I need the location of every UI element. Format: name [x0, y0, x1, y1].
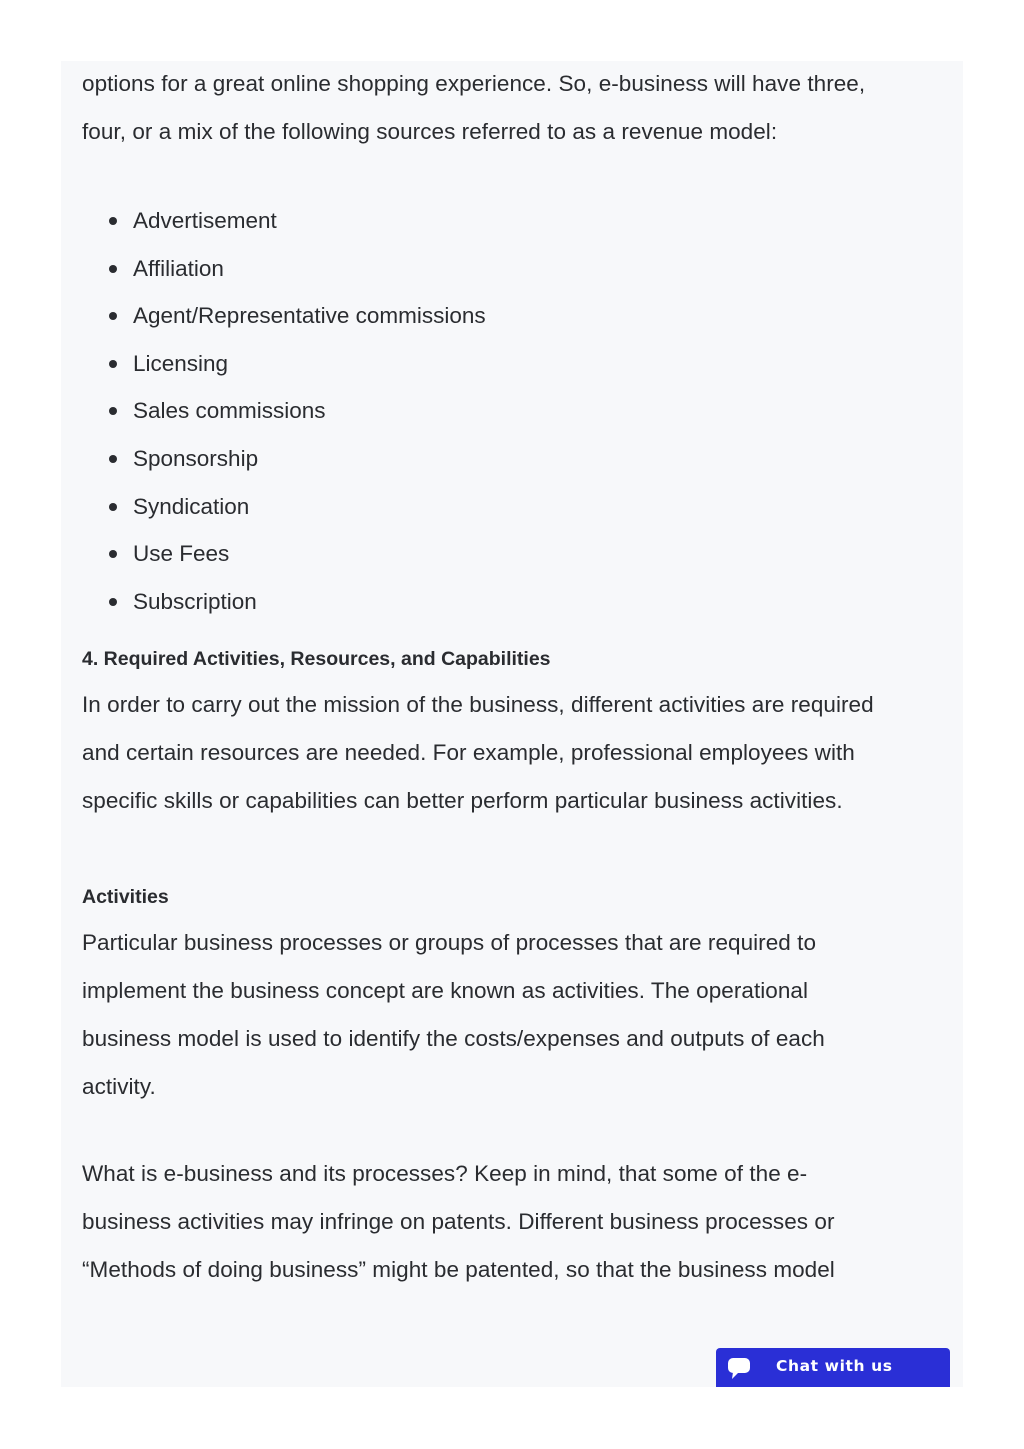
list-item: Sponsorship: [82, 435, 952, 483]
activities-line-1: Particular business processes or groups of processes that are required to: [82, 930, 817, 956]
bullet-icon: [109, 503, 117, 511]
activities-paragraph: [82, 919, 952, 1111]
bullet-icon: [109, 360, 117, 368]
article-content: [82, 60, 952, 1294]
list-item: Licensing: [82, 340, 952, 388]
section-4-line-3: specific skills or capabilities can better perform particular business activities.: [82, 788, 843, 814]
activities-line-4: activity.: [82, 1074, 156, 1100]
intro-line-1: options for a great online shopping experience. So, e-business will have three,: [82, 71, 866, 96]
intro-line-2: four, or a mix of the following sources referred to as a revenue model:: [82, 119, 778, 144]
ebusiness-paragraph: [82, 1150, 952, 1294]
bullet-icon: [109, 265, 117, 273]
chat-with-us-button[interactable]: [716, 1348, 950, 1387]
list-item: Affiliation: [82, 245, 952, 293]
activities-heading: Activities: [82, 886, 169, 909]
bullet-icon: [109, 312, 117, 320]
intro-paragraph: [82, 60, 952, 156]
bullet-icon: [109, 407, 117, 415]
list-item: Use Fees: [82, 530, 952, 578]
bullet-icon: [109, 455, 117, 463]
list-item: Subscription: [82, 578, 952, 626]
activities-line-3: business model is used to identify the costs/expenses and outputs of each: [82, 1026, 825, 1052]
list-item: Syndication: [82, 483, 952, 531]
list-item: Agent/Representative commissions: [82, 292, 952, 340]
section-4-line-2: and certain resources are needed. For example, professional employees with: [82, 740, 855, 766]
bullet-icon: [109, 550, 117, 558]
chat-bubble-icon: [726, 1355, 752, 1381]
bullet-icon: [109, 217, 117, 225]
ebusiness-line-1: What is e-business and its processes? Keep in mind, that some of the e-: [82, 1161, 808, 1187]
activities-line-2: implement the business concept are known as activities. The operational: [82, 978, 809, 1004]
ebusiness-line-3: “Methods of doing business” might be patented, so that the business model: [82, 1257, 835, 1283]
section-4-heading: 4. Required Activities, Resources, and Capabilities: [82, 648, 551, 671]
section-4-paragraph: [82, 681, 952, 825]
chat-label: Chat with us: [776, 1357, 893, 1375]
list-item: Advertisement: [82, 197, 952, 245]
ebusiness-line-2: business activities may infringe on patents. Different business processes or: [82, 1209, 835, 1235]
bullet-icon: [109, 598, 117, 606]
revenue-model-list: [82, 197, 952, 625]
list-item: Sales commissions: [82, 387, 952, 435]
section-4-line-1: In order to carry out the mission of the business, different activities are required: [82, 692, 874, 718]
